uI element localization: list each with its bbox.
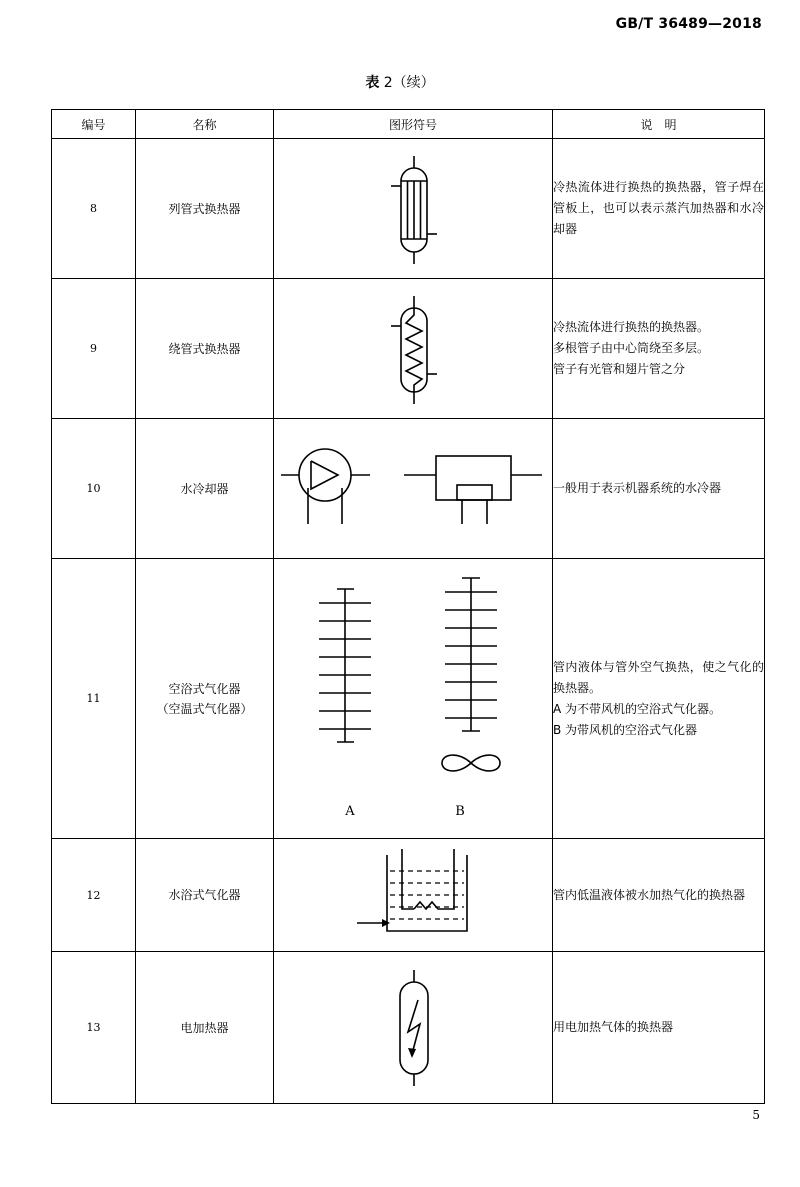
row-name	[136, 279, 274, 419]
page-number: 5	[752, 1108, 760, 1122]
row-number: 8	[52, 139, 136, 279]
table-header-row	[52, 110, 765, 139]
row-name-line: 电加热器	[180, 1020, 229, 1035]
row-description	[553, 279, 765, 419]
row-name-line: 水浴式气化器	[168, 888, 241, 902]
row-description	[553, 839, 765, 952]
symbol-cell	[274, 952, 553, 1104]
column-header-description: 说 明	[553, 110, 765, 139]
symbol-table	[51, 109, 765, 1104]
symbol-cell	[274, 839, 553, 952]
table-row	[52, 279, 765, 419]
row-description-line: 用电加热气体的换热器	[553, 1020, 674, 1034]
row-name	[136, 952, 274, 1104]
column-header-symbol: 图形符号	[274, 110, 553, 139]
row-description	[553, 419, 765, 559]
row-name-line: （空温式气化器）	[156, 701, 253, 716]
table-row	[52, 952, 765, 1104]
standard-number: GB/T 36489—2018	[615, 16, 762, 32]
table-row	[52, 419, 765, 559]
water-cooler-symbols	[274, 419, 553, 558]
row-number: 9	[52, 279, 136, 419]
column-header-number: 编号	[52, 110, 136, 139]
row-number: 13	[52, 952, 136, 1104]
symbol-cell	[274, 139, 553, 279]
row-description-line: B 为带风机的空浴式气化器	[553, 722, 698, 737]
symbol-cell	[274, 419, 553, 559]
column-header-name: 名称	[136, 110, 274, 139]
symbol-cell	[274, 559, 553, 839]
coil-wound-exchanger-symbol	[274, 279, 553, 418]
row-name-line: 列管式换热器	[168, 201, 241, 216]
row-description-line: 冷热流体进行换热的换热器。	[553, 320, 710, 334]
row-description-line: 一般用于表示机器系统的水冷器	[553, 481, 722, 495]
table-caption-title: 2（续）	[383, 75, 435, 91]
table-row	[52, 559, 765, 839]
row-number: 10	[52, 419, 136, 559]
shell-tube-exchanger-symbol	[274, 139, 553, 278]
ambient-air-vaporizer-symbols	[274, 559, 553, 838]
row-name	[136, 839, 274, 952]
row-description	[553, 952, 765, 1104]
row-name-line: 水冷却器	[180, 481, 229, 496]
row-name	[136, 559, 274, 839]
row-name-line: 绕管式换热器	[168, 341, 241, 356]
row-description	[553, 139, 765, 279]
row-name	[136, 139, 274, 279]
row-name-line: 空浴式气化器	[168, 681, 241, 696]
row-description	[553, 559, 765, 839]
row-description-line: 多根管子由中心筒绕至多层。	[553, 341, 710, 355]
symbol-label-b: B	[455, 804, 465, 819]
table-caption	[0, 72, 800, 92]
table-row	[52, 839, 765, 952]
row-description-line: 管内低温液体被水加热气化的换热器	[553, 887, 746, 902]
row-description-line: A 为不带风机的空浴式气化器。	[553, 701, 722, 716]
row-number: 12	[52, 839, 136, 952]
symbol-label-a: A	[345, 804, 355, 819]
electric-heater-symbol	[274, 952, 553, 1103]
water-bath-vaporizer-symbol	[274, 839, 553, 951]
row-number: 11	[52, 559, 136, 839]
row-name	[136, 419, 274, 559]
table-row	[52, 139, 765, 279]
row-description-line: 管内液体与管外空气换热，使之气化的换热器。	[553, 659, 764, 695]
row-description-line: 管子有光管和翅片管之分	[553, 362, 686, 376]
row-description-line: 冷热流体进行换热的换热器，管子焊在管板上，也可以表示蒸汽加热器和水冷却器	[553, 180, 764, 236]
table-caption-prefix: 表	[365, 75, 380, 91]
symbol-cell	[274, 279, 553, 419]
